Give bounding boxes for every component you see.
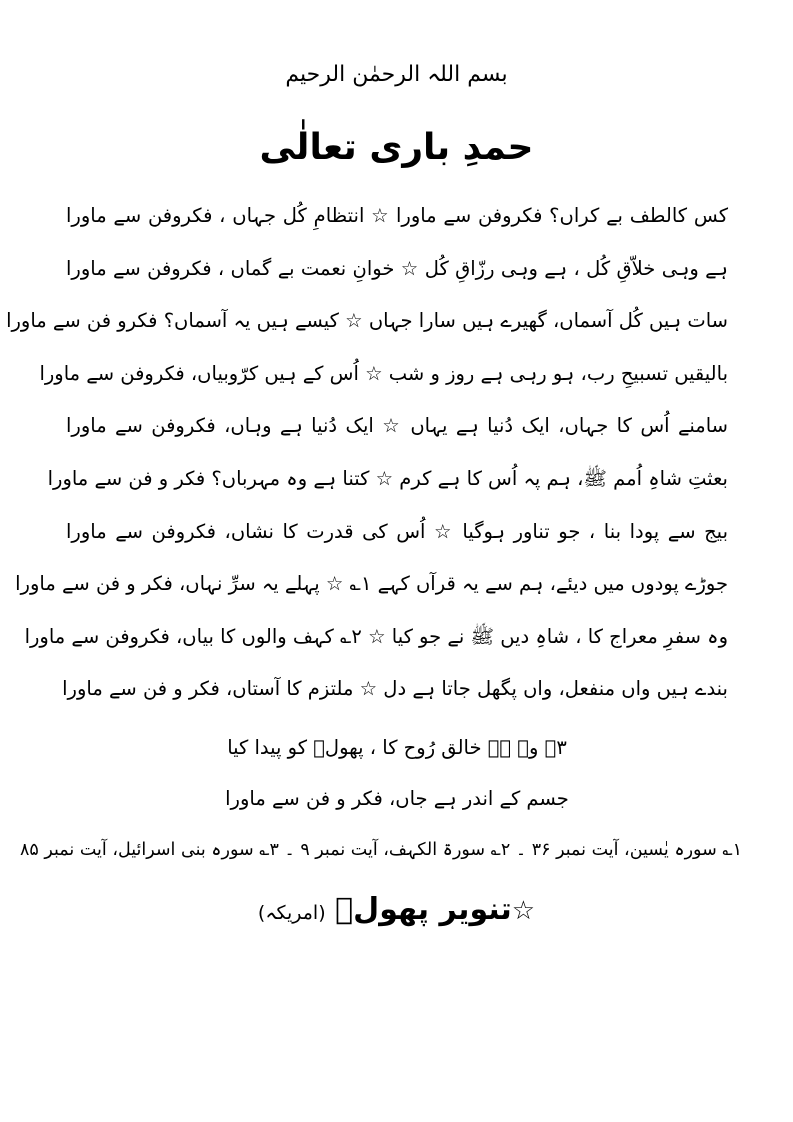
bismillah-heading: بسم اللہ الرحمٰن الرحیم [285,62,508,87]
verse-line: وہ سفرِ معراج کا ، شاہِ دیں ﷺ نے جو کیا ☆ ۲؎ کہف والوں کا بیاں، فکروفن سے ماورا [24,624,728,648]
author-name: تنویر پھولؔ [335,892,512,927]
author-signature [0,880,793,943]
verse-line: بالیقیں تسبیحِ رب، ہو رہی ہے روز و شب ☆ اُس کے ہیں کرّوبیاں، فکروفن سے ماورا [39,361,728,385]
verse-line: کس کالطف بے کراں؟ فکروفن سے ماورا ☆ انتظامِ کُل جہاں ، فکروفن سے ماورا [66,204,728,227]
verse-line: بعثتِ شاہِ اُمم ﷺ، ہم پہ اُس کا ہے کرم ☆ کتنا ہے وہ مہرباں؟ فکر و فن سے ماورا [47,466,728,490]
verse-line: ہے وہی خلاّقِ کُل ، ہے وہی رزّاقِ کُل ☆ خوانِ نعمت بے گماں ، فکروفن سے ماورا [66,256,728,280]
author-location: (امریکہ) [257,902,326,924]
verse-line: سامنے اُس کا جہاں، ایک دُنیا ہے یہاں ☆ ایک دُنیا ہے وہاں، فکروفن سے ماورا [66,414,728,438]
footnotes: ۱؎ سورہ یٰسین، آیت نمبر ۳۶ ۔ ۲؎ سورۃ الکہف، آیت نمبر ۹ ۔ ۳؎ سورہ بنی اسرائیل، آیت نمبر ۸۵ [19,840,742,860]
closing-verse-second-line: جسم کے اندر ہے جاں، فکر و فن سے ماورا [225,787,569,810]
verse-line: جوڑے پودوں میں دیئے، ہم سے یہ قرآں کہے ۱؎ ☆ پہلے یہ سرِّ نہاں، فکر و فن سے ماورا [15,572,728,596]
star-icon: ☆ [511,896,536,926]
verse-line: سات ہیں کُل آسماں، گھیرے ہیں سارا جہاں ☆ کیسے ہیں یہ آسماں؟ فکرو فن سے ماورا [6,309,728,333]
verse-list [6,196,728,722]
poem-title: حمدِ باری تعالٰی [259,127,534,168]
closing-verse-first-line: ۳؎ وہ ہے خالق رُوح کا ، پھولؔ کو پیدا کیا [227,736,567,759]
verse-line: بیج سے پودا بنا ، جو تناور ہوگیا ☆ اُس کی قدرت کا نشاں، فکروفن سے ماورا [66,519,728,543]
verse-line: بندے ہیں واں منفعل، واں پگھل جاتا ہے دل ☆ ملتزم کا آستاں، فکر و فن سے ماورا [62,677,728,701]
